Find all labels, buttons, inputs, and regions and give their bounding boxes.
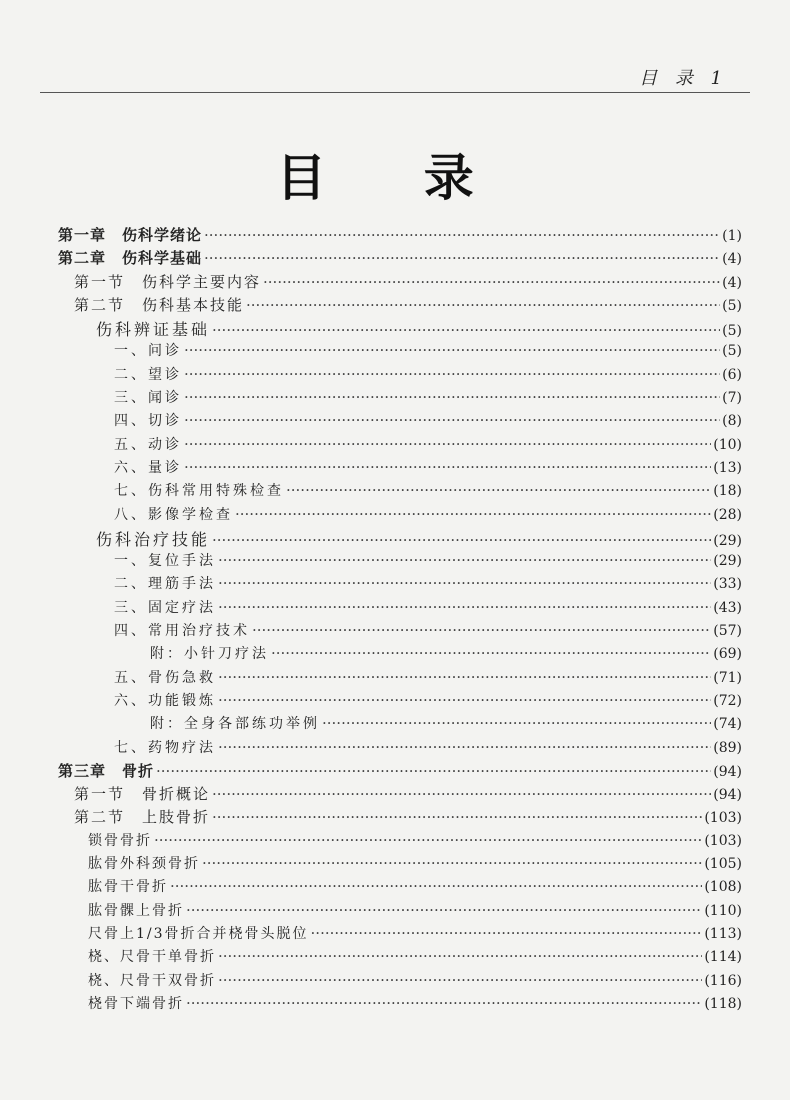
- toc-entry-page: (13): [713, 459, 742, 476]
- toc-entry-label: 伤科辨证基础: [96, 320, 211, 340]
- toc-entry-label: 尺骨上1/3骨折合并桡骨头脱位: [88, 925, 309, 942]
- toc-entry-page: (43): [713, 599, 742, 616]
- toc-entry-page: (118): [704, 995, 742, 1012]
- toc-entry-label: 一、复位手法: [114, 553, 216, 570]
- toc-entry-label: 四、常用治疗技术: [114, 623, 250, 640]
- toc-entry: [58, 480, 742, 503]
- leader-dots: [154, 831, 702, 849]
- toc-entry-page: (10): [713, 436, 742, 453]
- toc-entry: [58, 457, 742, 480]
- leader-dots: [246, 296, 720, 314]
- toc-entry-label: 桡骨下端骨折: [88, 995, 184, 1012]
- toc-entry: [58, 830, 742, 853]
- leader-dots: [263, 273, 720, 291]
- leader-dots: [212, 321, 720, 339]
- toc-entry-label: 二、望诊: [114, 366, 182, 383]
- toc-entry-label: 五、动诊: [114, 436, 182, 453]
- toc-entry-label: 七、伤科常用特殊检查: [114, 483, 284, 500]
- toc-entry: [58, 713, 742, 736]
- toc-entry-page: (94): [713, 763, 742, 780]
- toc-entry-label: 附：全身各部练功举例: [150, 716, 320, 733]
- toc-entry: [58, 620, 742, 643]
- toc-entry: [58, 573, 742, 596]
- toc-entry: [58, 597, 742, 620]
- leader-dots: [186, 901, 702, 919]
- toc-entry-label: 肱骨干骨折: [88, 879, 168, 896]
- leader-dots: [156, 762, 711, 780]
- leader-dots: [218, 947, 702, 965]
- toc-entry-page: (33): [713, 576, 742, 593]
- toc-entry: [58, 410, 742, 433]
- toc-entry-label: 肱骨外科颈骨折: [88, 856, 200, 873]
- toc-entry-page: (110): [704, 902, 742, 919]
- toc-entry: [58, 737, 742, 760]
- toc-entry: [58, 271, 742, 294]
- toc-entry: [58, 643, 742, 666]
- leader-dots: [218, 738, 711, 756]
- toc-entry-label: 三、固定疗法: [114, 599, 216, 616]
- running-header: [0, 0, 790, 100]
- toc-entry: [58, 317, 742, 340]
- toc-entry-label: 三、闻诊: [114, 390, 182, 407]
- toc-entry: [58, 364, 742, 387]
- toc-entry-label: 第一节 伤科学主要内容: [74, 272, 262, 291]
- leader-dots: [235, 505, 711, 523]
- leader-dots: [184, 458, 711, 476]
- toc-entry-label: 四、切诊: [114, 413, 182, 430]
- toc-entry: [58, 387, 742, 410]
- toc-entry-label: 肱骨髁上骨折: [88, 902, 184, 919]
- leader-dots: [204, 226, 720, 244]
- toc-entry-page: (57): [713, 623, 742, 640]
- toc-entry-label: 八、影像学检查: [114, 506, 233, 523]
- toc-entry-label: 六、功能锻炼: [114, 692, 216, 709]
- toc-entry-page: (5): [722, 323, 742, 340]
- toc-entry: [58, 806, 742, 829]
- toc-entry-page: (29): [713, 532, 742, 549]
- toc-entry: [58, 970, 742, 993]
- toc-entry: [58, 783, 742, 806]
- toc-entry: [58, 760, 742, 783]
- toc-entry-label: 第二节 上肢骨折: [74, 808, 211, 827]
- page-title: 目 录: [276, 149, 514, 207]
- toc-entry: [58, 690, 742, 713]
- leader-dots: [184, 435, 711, 453]
- leader-dots: [311, 924, 703, 942]
- toc-entry-page: (7): [722, 390, 742, 407]
- toc-entry: [58, 527, 742, 550]
- toc-entry-page: (69): [713, 646, 742, 663]
- toc-entry: [58, 946, 742, 969]
- toc-entry-page: (1): [722, 228, 742, 244]
- leader-dots: [218, 551, 711, 569]
- toc-entry-label: 锁骨骨折: [88, 832, 152, 849]
- leader-dots: [184, 388, 720, 406]
- toc-entry: [58, 900, 742, 923]
- leader-dots: [202, 854, 702, 872]
- leader-dots: [218, 574, 711, 592]
- leader-dots: [212, 531, 711, 549]
- toc-entry-page: (113): [704, 925, 742, 942]
- leader-dots: [184, 411, 720, 429]
- toc-entry: [58, 667, 742, 690]
- toc-entry: [58, 224, 742, 247]
- toc-entry-label: 七、药物疗法: [114, 739, 216, 756]
- toc-entry-page: (5): [722, 297, 742, 314]
- leader-dots: [212, 808, 702, 826]
- toc-entry-page: (89): [713, 739, 742, 756]
- toc-entry-page: (28): [713, 506, 742, 523]
- leader-dots: [184, 365, 720, 383]
- toc-entry-page: (71): [713, 669, 742, 686]
- leader-dots: [186, 994, 702, 1012]
- toc-entry-page: (8): [722, 413, 742, 430]
- toc-entry-label: 二、理筋手法: [114, 576, 216, 593]
- toc-entry-page: (114): [704, 949, 742, 966]
- toc-entry-label: 第一章 伤科学绪论: [58, 226, 203, 244]
- leader-dots: [204, 249, 720, 267]
- toc-entry-label: 伤科治疗技能: [96, 529, 211, 549]
- toc-entry: [58, 853, 742, 876]
- leader-dots: [184, 341, 720, 359]
- toc-entry: [58, 294, 742, 317]
- leader-dots: [212, 785, 711, 803]
- leader-dots: [218, 691, 711, 709]
- header-rule: [40, 92, 750, 93]
- toc-entry-label: 第一节 骨折概论: [74, 785, 211, 804]
- toc-entry-page: (94): [713, 787, 742, 804]
- toc-entry-label: 六、量诊: [114, 459, 182, 476]
- toc-entry-page: (18): [713, 483, 742, 500]
- table-of-contents: [58, 224, 742, 1016]
- toc-entry-page: (72): [713, 692, 742, 709]
- leader-dots: [218, 971, 702, 989]
- toc-entry: [58, 550, 742, 573]
- toc-entry-page: (116): [704, 972, 742, 989]
- toc-entry: [58, 247, 742, 270]
- leader-dots: [322, 714, 711, 732]
- leader-dots: [218, 598, 711, 616]
- toc-entry-page: (105): [704, 856, 742, 873]
- toc-entry-page: (29): [713, 553, 742, 570]
- toc-entry-label: 第三章 骨折: [58, 761, 155, 780]
- toc-entry: [58, 923, 742, 946]
- toc-entry-label: 第二章 伤科学基础: [58, 249, 203, 268]
- toc-entry-page: (6): [722, 366, 742, 383]
- toc-entry-page: (74): [713, 716, 742, 733]
- toc-entry: [58, 504, 742, 527]
- toc-entry: [58, 876, 742, 899]
- toc-entry-label: 第二节 伤科基本技能: [74, 295, 245, 314]
- running-title: 目 录 1: [639, 68, 728, 89]
- toc-entry-page: (108): [704, 879, 742, 896]
- toc-entry-label: 附：小针刀疗法: [150, 646, 269, 663]
- leader-dots: [170, 877, 702, 895]
- toc-entry-label: 一、问诊: [114, 343, 182, 360]
- toc-entry-page: (103): [704, 810, 742, 827]
- toc-entry-page: (4): [722, 251, 742, 268]
- leader-dots: [286, 481, 711, 499]
- toc-entry-label: 桡、尺骨干双骨折: [88, 972, 216, 989]
- toc-entry-page: (103): [704, 832, 742, 849]
- toc-entry: [58, 993, 742, 1016]
- toc-entry-page: (4): [722, 274, 742, 291]
- toc-entry-page: (5): [722, 343, 742, 360]
- leader-dots: [252, 621, 711, 639]
- leader-dots: [218, 668, 711, 686]
- leader-dots: [271, 644, 711, 662]
- toc-entry: [58, 340, 742, 363]
- toc-entry-label: 桡、尺骨干单骨折: [88, 949, 216, 966]
- toc-entry: [58, 434, 742, 457]
- toc-entry-label: 五、骨伤急救: [114, 669, 216, 686]
